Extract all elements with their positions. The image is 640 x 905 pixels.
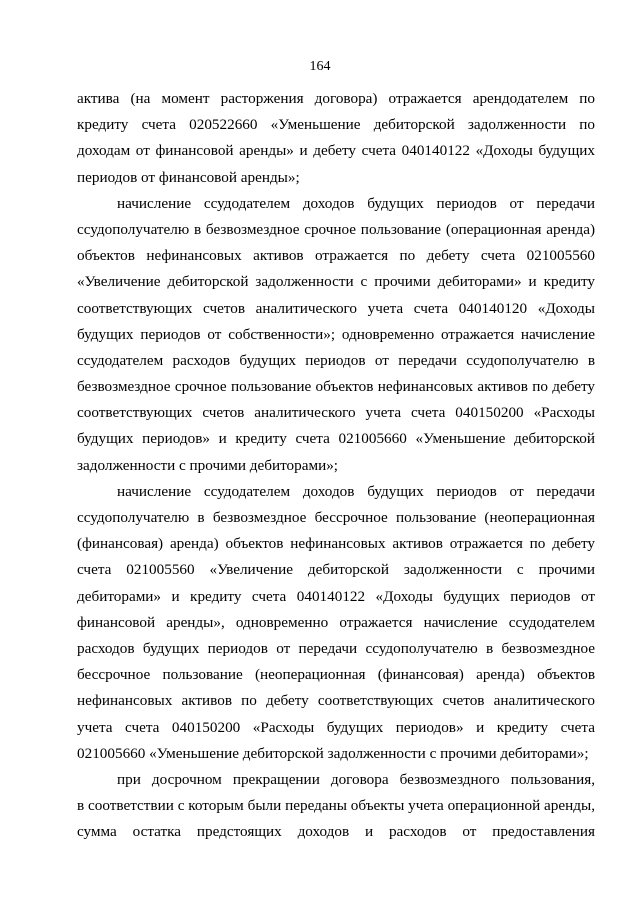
text-line: задолженности с прочими дебиторами»; — [77, 456, 339, 474]
page-number: 164 — [309, 59, 331, 74]
text-line: учета счета 040150200 «Расходы будущих периодов» и кредиту счета — [77, 718, 595, 736]
text-line: начисление ссудодателем доходов будущих периодов от передачи — [117, 482, 595, 500]
text-line: финансовой аренды», одновременно отражается начисление ссудодателем — [77, 613, 595, 631]
text-line: объектов нефинансовых активов отражается по дебету счета 021005560 — [77, 247, 595, 265]
body-text — [77, 86, 595, 845]
text-line: кредиту счета 020522660 «Уменьшение дебиторской задолженности по — [77, 116, 595, 134]
text-line: ссудодателем расходов будущих периодов от передачи ссудополучателю в — [77, 351, 595, 369]
text-line: будущих периодов» и кредиту счета 021005660 «Уменьшение дебиторской — [77, 430, 595, 448]
text-line: периодов от финансовой аренды»; — [77, 168, 300, 186]
text-line: дебиторами» и кредиту счета 040140122 «Доходы будущих периодов от — [77, 587, 595, 605]
text-line: начисление ссудодателем доходов будущих периодов от передачи — [117, 194, 595, 212]
text-line: счета 021005560 «Увеличение дебиторской задолженности с прочими — [77, 561, 595, 579]
text-line: соответствующих счетов аналитического учета счета 040150200 «Расходы — [77, 404, 595, 422]
text-line: доходам от финансовой аренды» и дебету счета 040140122 «Доходы будущих — [77, 142, 595, 160]
text-line: ссудополучателю в безвозмездное бессрочное пользование (неоперационная — [77, 509, 595, 526]
text-line: будущих периодов от собственности»; одновременно отражается начисление — [77, 325, 595, 343]
text-line: при досрочном прекращении договора безвозмездного пользования, — [117, 770, 595, 788]
text-line: в соответствии с которым были переданы объекты учета операционной аренды, — [77, 797, 595, 815]
text-line: расходов будущих периодов от передачи ссудополучателю в безвозмездное — [77, 639, 595, 657]
text-line: соответствующих счетов аналитического учета счета 040140120 «Доходы — [77, 299, 595, 317]
text-line: актива (на момент расторжения договора) отражается арендодателем по — [77, 90, 595, 107]
text-line: бессрочное пользование (неоперационная (финансовая) аренда) объектов — [77, 666, 595, 684]
text-line: ссудополучателю в безвозмездное срочное пользование (операционная аренда) — [77, 220, 595, 238]
text-line: сумма остатка предстоящих доходов и расходов от предоставления — [77, 823, 595, 841]
text-line: безвозмездное срочное пользование объектов нефинансовых активов по дебету — [77, 378, 595, 396]
text-line: «Увеличение дебиторской задолженности с прочими дебиторами» и кредиту — [77, 273, 595, 291]
text-line: 021005660 «Уменьшение дебиторской задолженности с прочими дебиторами»; — [77, 744, 589, 762]
text-line: (финансовая) аренда) объектов нефинансовых активов отражается по дебету — [77, 535, 595, 553]
text-line: нефинансовых активов по дебету соответствующих счетов аналитического — [77, 692, 595, 710]
